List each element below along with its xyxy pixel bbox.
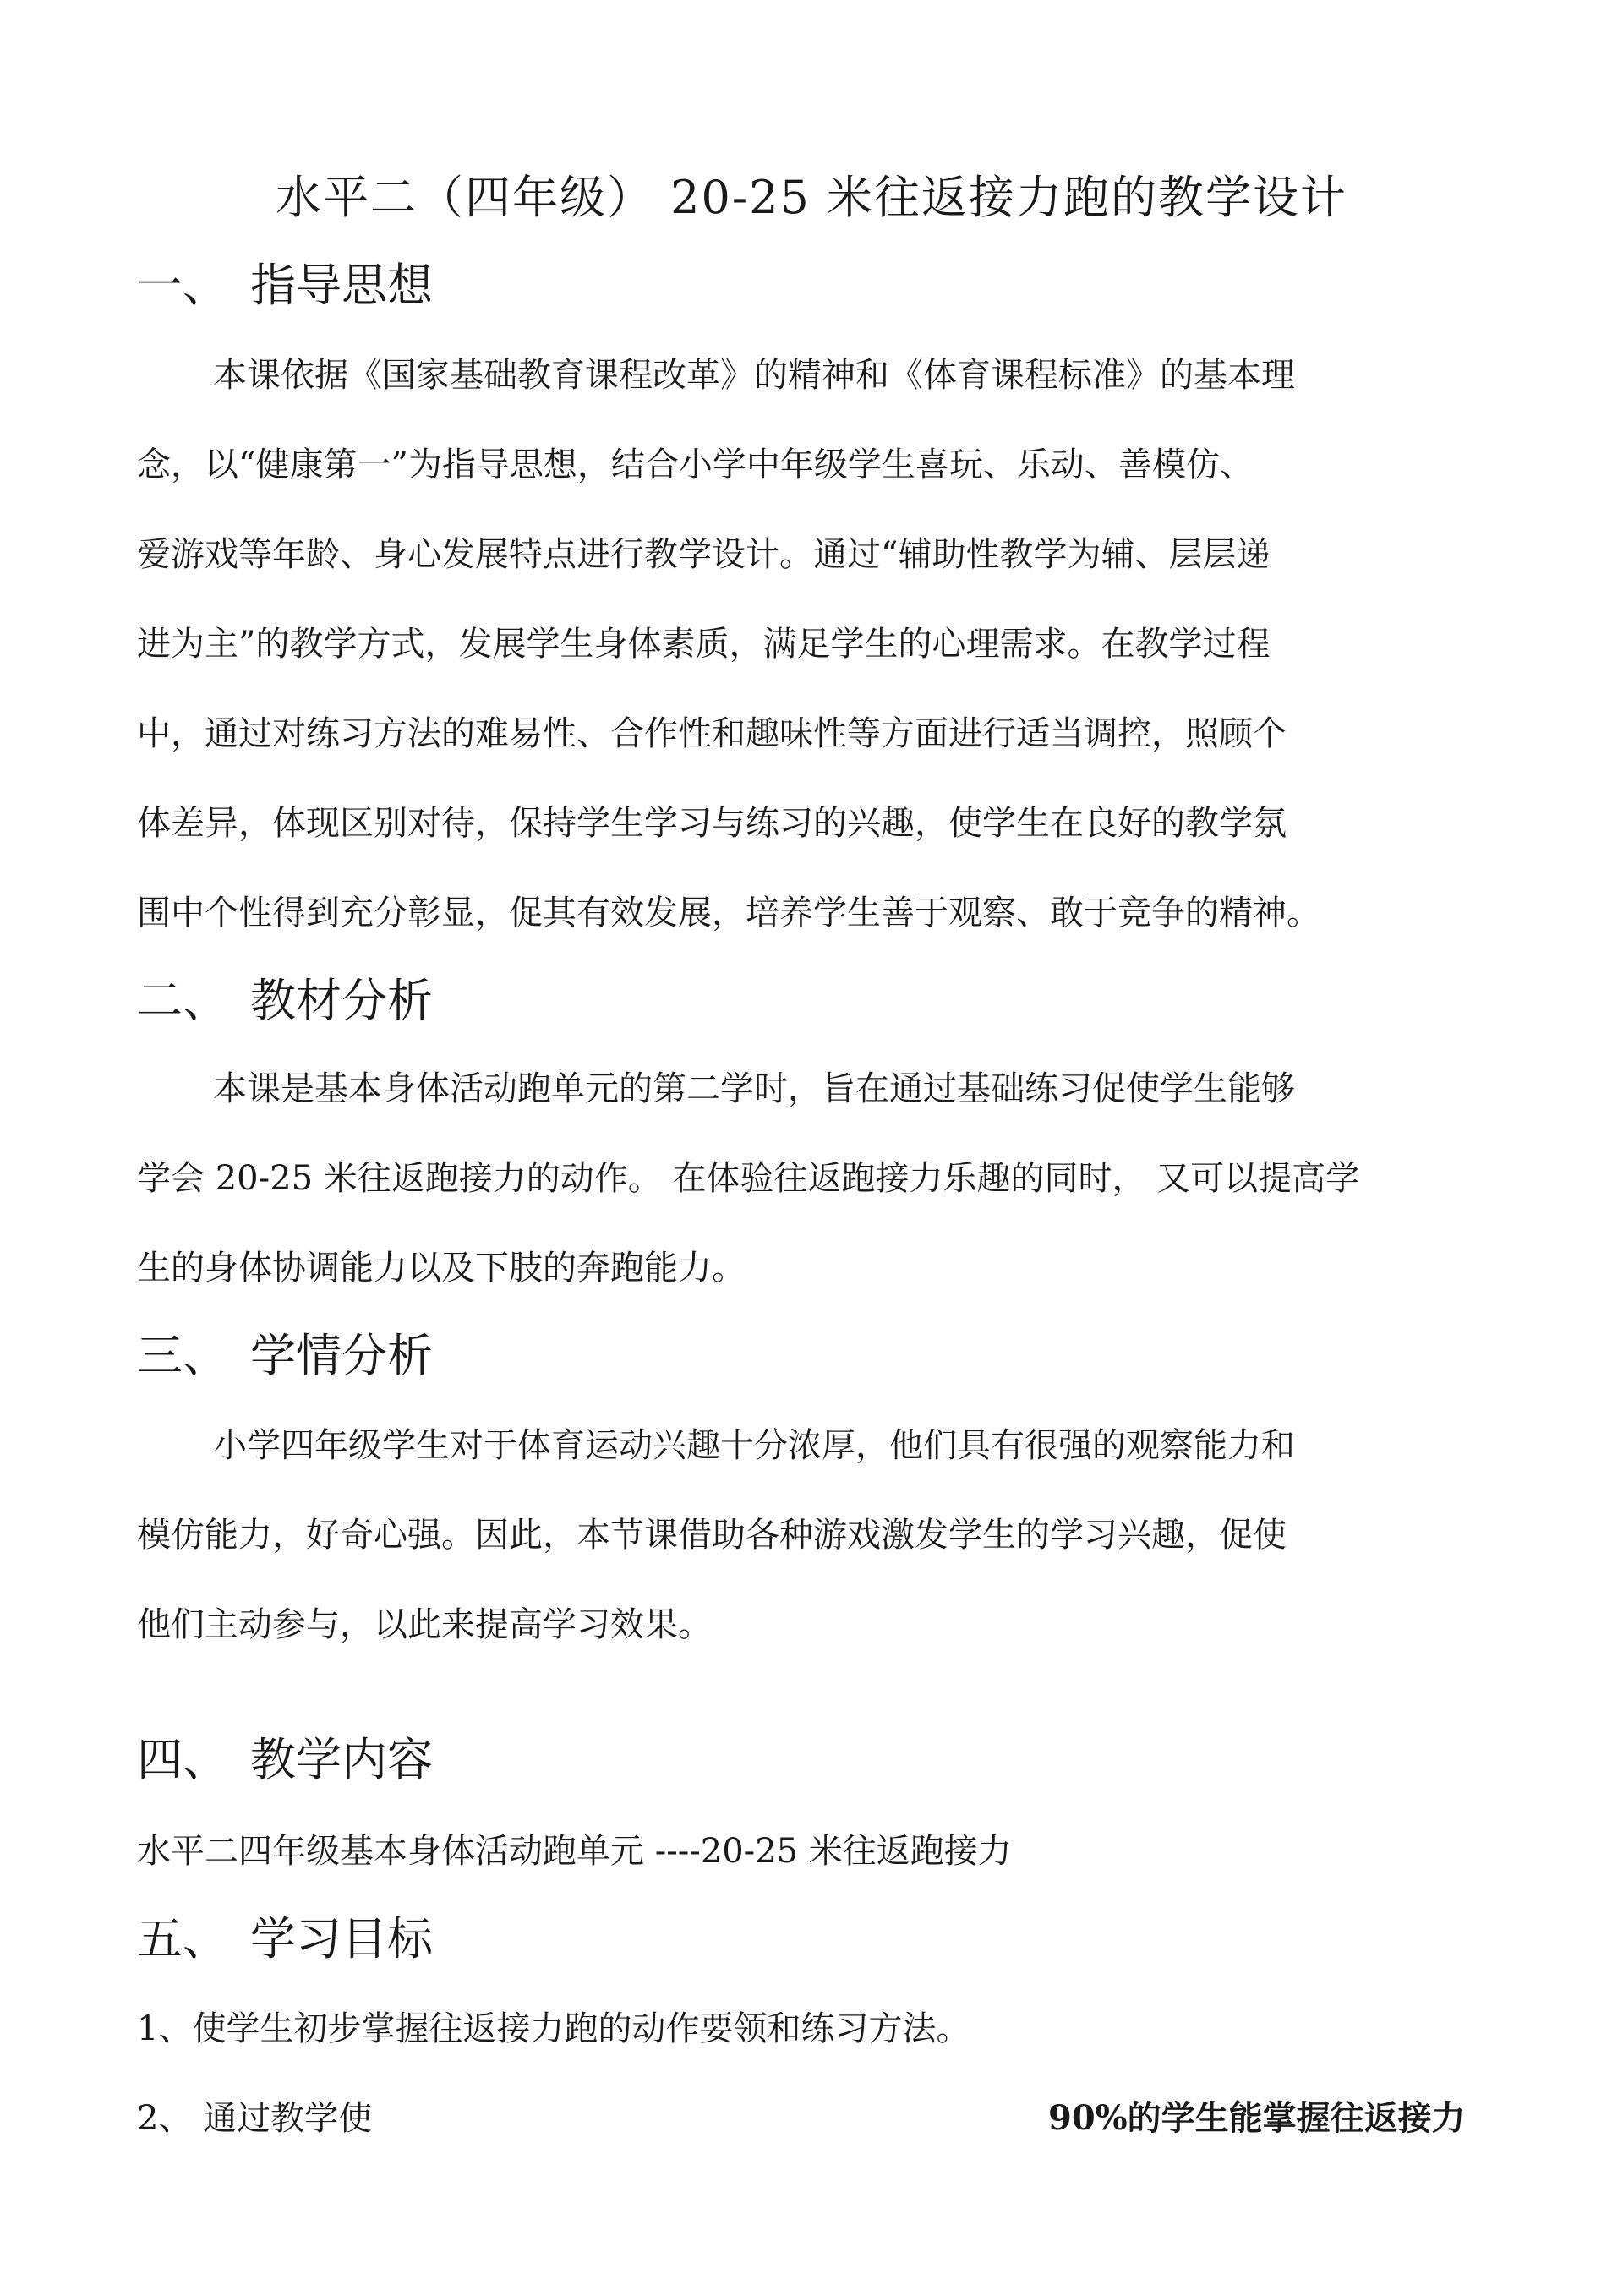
section-title: 教学内容	[250, 1733, 433, 1786]
document-title: 水平二（四年级） 20-25 米往返接力跑的教学设计	[275, 171, 1347, 224]
paragraph-line: 本课依据《国家基础教育课程改革》的精神和《体育课程标准》的基本理	[213, 356, 1295, 395]
section-heading-3	[137, 1324, 433, 1388]
section-heading-5	[137, 1907, 433, 1971]
paragraph-line: 进为主”的教学方式，发展学生身体素质，满足学生的心理需求。在教学过程	[137, 625, 1271, 664]
paragraph-line: 小学四年级学生对于体育运动兴趣十分浓厚，他们具有很强的观察能力和	[213, 1426, 1295, 1465]
section-number: 二、	[137, 974, 228, 1027]
paragraph-line: 体差异，体现区别对待，保持学生学习与练习的兴趣，使学生在良好的教学氛	[137, 804, 1287, 843]
section-title: 教材分析	[250, 974, 433, 1027]
section-title: 指导思想	[250, 259, 433, 312]
section-number: 四、	[137, 1733, 228, 1786]
goal-percent-text: 90%的学生能掌握往返接力	[1048, 2098, 1466, 2138]
paragraph-line: 爱游戏等年龄、身心发展特点进行教学设计。通过“辅助性教学为辅、层层递	[137, 535, 1271, 574]
paragraph-line: 学会 20-25 米往返跑接力的动作。 在体验往返跑接力乐趣的同时， 又可以提高学	[137, 1159, 1360, 1198]
section-number: 三、	[137, 1329, 228, 1382]
section-number: 一、	[137, 259, 228, 312]
section-title: 学情分析	[250, 1329, 433, 1382]
paragraph-line: 模仿能力，好奇心强。因此，本节课借助各种游戏激发学生的学习兴趣，促使	[137, 1516, 1287, 1555]
paragraph-line: 本课是基本身体活动跑单元的第二学时，旨在通过基础练习促使学生能够	[213, 1069, 1295, 1108]
paragraph-line: 念，以“健康第一”为指导思想，结合小学中年级学生喜玩、乐动、善模仿、	[137, 446, 1254, 484]
paragraph-line: 水平二四年级基本身体活动跑单元 ----20-25 米往返跑接力	[137, 1832, 1012, 1871]
paragraph-line: 生的身体协调能力以及下肢的奔跑能力。	[137, 1249, 746, 1287]
paragraph-line: 中，通过对练习方法的难易性、合作性和趣味性等方面进行适当调控，照顾个	[137, 714, 1287, 753]
paragraph-line: 他们主动参与，以此来提高学习效果。	[137, 1605, 712, 1644]
section-number: 五、	[137, 1912, 228, 1965]
paragraph-line: 围中个性得到充分彰显，促其有效发展，培养学生善于观察、敢于竞争的精神。	[137, 894, 1320, 932]
section-title: 学习目标	[250, 1912, 433, 1965]
goal-item-2: 2、 通过教学使	[137, 2099, 373, 2138]
section-heading-1	[137, 254, 433, 318]
goal-item-1: 1、使学生初步掌握往返接力跑的动作要领和练习方法。	[137, 2009, 970, 2048]
section-heading-2	[137, 969, 433, 1033]
section-heading-4	[137, 1728, 433, 1792]
goal-item-2-continued	[1048, 2093, 1466, 2144]
